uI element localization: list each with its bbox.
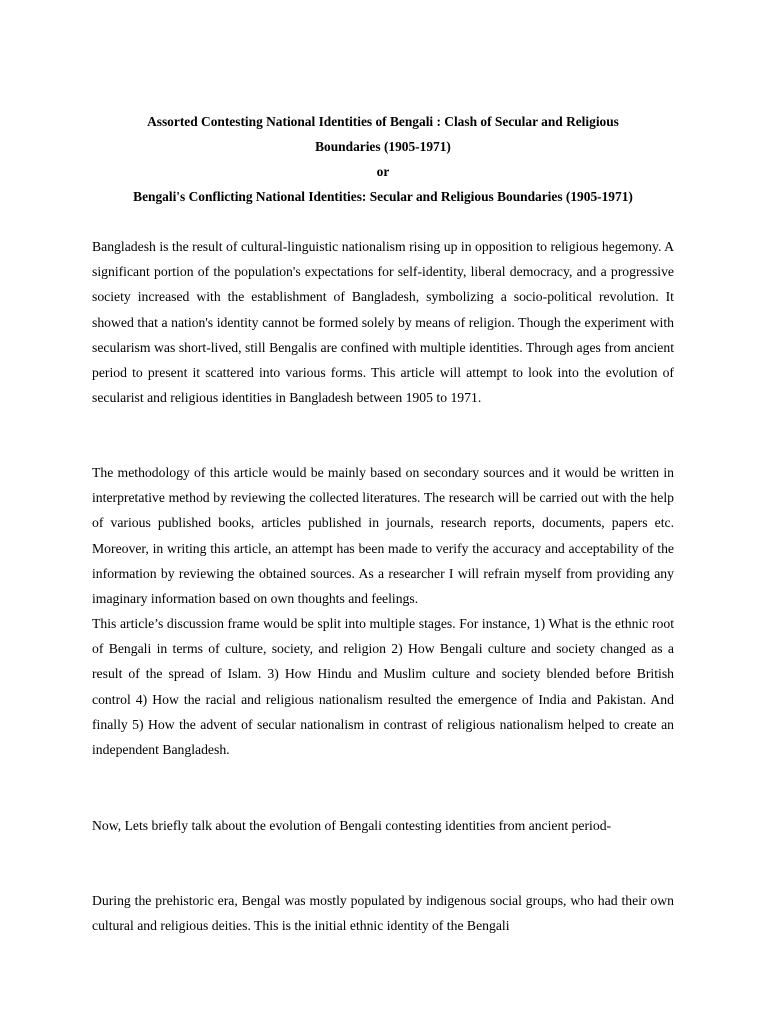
paragraph-discussion-frame: This article’s discussion frame would be split into multiple stages. For instance, 1) What is the ethnic root of Bengali in terms of culture, society, and religion 2) How Bengali culture and society changed as a result of the spread of Islam. 3) How Hindu and Muslim culture and society blended before British control 4) How the racial and religious nationalism resulted the emergence of India and Pakistan. And finally 5) How the advent of secular nationalism in contrast of religious nationalism helped to create an independent Bangladesh. [92,616,674,758]
document-title: Assorted Contesting National Identities of Bengali : Clash of Secular and Religious [147,114,619,129]
paragraph-prehistoric: During the prehistoric era, Bengal was mostly populated by indigenous social groups, who had their own cultural and religious deities. This is the initial ethnic identity of the Bengali [92,893,674,934]
paragraph-methodology: The methodology of this article would be mainly based on secondary sources and it would be written in interpretative method by reviewing the collected literatures. The research will be carried out with the help of various published books, articles published in journals, research reports, documents, papers etc. Moreover, in writing this article, an attempt has been made to verify the accuracy and acceptability of the information by reviewing the obtained sources. As a researcher I will refrain myself from providing any imaginary information based on own thoughts and feelings. [92,465,674,607]
document-title-continued: Boundaries (1905-1971) [315,139,451,154]
title-or: or [376,164,390,179]
paragraph-evolution: Now, Lets briefly talk about the evolution of Bengali contesting identities from ancient period- [92,818,612,833]
title-block [92,109,674,209]
paragraph-intro: Bangladesh is the result of cultural-linguistic nationalism rising up in opposition to religious hegemony. A significant portion of the population's expectations for self-identity, liberal democracy, and a progressive society increased with the establishment of Bangladesh, symbolizing a socio-political revolution. It showed that a nation's identity cannot be formed solely by means of religion. Though the experiment with secularism was short-lived, still Bengalis are confined with multiple identities. Through ages from ancient period to present it scattered into various forms. This article will attempt to look into the evolution of secularist and religious identities in Bangladesh between 1905 to 1971. [92,239,674,406]
alternate-title: Bengali's Conflicting National Identities: Secular and Religious Boundaries (1905-1971) [133,189,633,204]
